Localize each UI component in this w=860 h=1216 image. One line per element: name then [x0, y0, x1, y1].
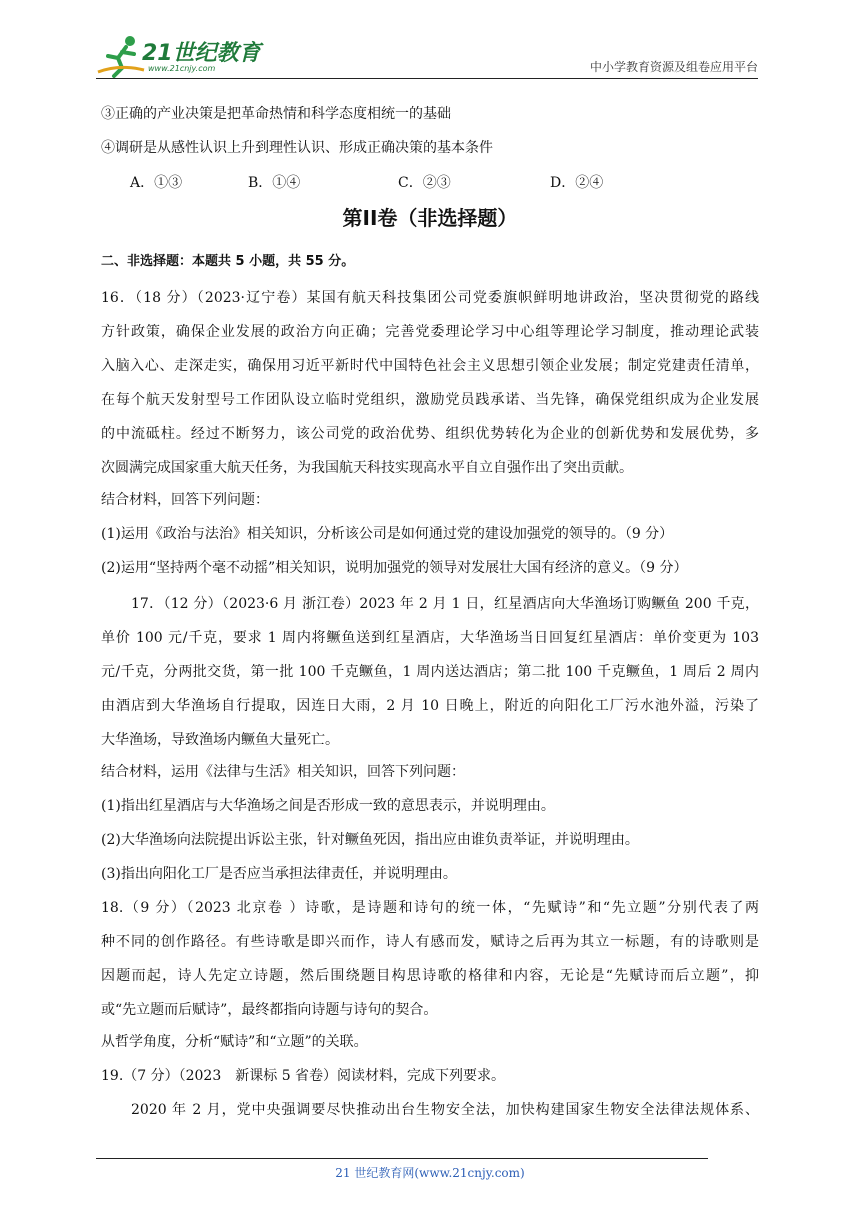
- option-c: C．②③: [398, 175, 451, 191]
- runner-logo-icon: [96, 34, 146, 78]
- q16-line: 次圆满完成国家重大航天任务，为我国航天科技实现高水平自立自强作出了突出贡献。: [101, 460, 633, 476]
- q17-line: 由酒店到大华渔场自行提取，因连日大雨，2 月 10 日晚上，附近的向阳化工厂污水池外溢，污染了: [101, 698, 759, 714]
- q16-line: 方针政策，确保企业发展的政治方向正确；完善党委理论学习中心组等理论学习制度，推动理论武装: [101, 324, 759, 340]
- page-header: [96, 28, 758, 78]
- q17-sub1: (1)指出红星酒店与大华渔场之间是否形成一致的意思表示，并说明理由。: [101, 798, 555, 814]
- header-divider: [96, 78, 758, 79]
- q18-line: 18.（9 分）（2023 北京卷 ）诗歌，是诗题和诗句的统一体，“先赋诗”和“先立题”分别代表了两: [101, 900, 759, 916]
- q19-line: 2020 年 2 月，党中央强调要尽快推动出台生物安全法，加快构建国家生物安全法律法规体系、: [131, 1102, 759, 1118]
- q17-line: 元/千克，分两批交货，第一批 100 千克鳜鱼，1 周内送达酒店；第二批 100 千克鳜鱼，1 周后 2 周内: [101, 664, 759, 680]
- q17-line: 17．（12 分）（2023·6 月 浙江卷）2023 年 2 月 1 日，红星酒店向大华渔场订购鳜鱼 200 千克，: [131, 596, 759, 612]
- platform-name: 中小学教育资源及组卷应用平台: [589, 60, 758, 74]
- logo: [96, 34, 266, 78]
- option-a: A．①③: [130, 175, 183, 191]
- q18-line: 或“先立题而后赋诗”，最终都指向诗题与诗句的契合。: [101, 1002, 438, 1018]
- q16-prompt: 结合材料，回答下列问题：: [101, 492, 269, 508]
- q17-sub2: (2)大华渔场向法院提出诉讼主张，针对鳜鱼死因，指出应由谁负责举证，并说明理由。: [101, 832, 639, 848]
- part2-heading: 二、非选择题：本题共 5 小题，共 55 分。: [101, 254, 355, 269]
- q17-prompt: 结合材料，运用《法律与生活》相关知识，回答下列问题：: [101, 764, 465, 780]
- q16-line: 16．（18 分）（2023·辽宁卷）某国有航天科技集团公司党委旗帜鲜明地讲政治，坚决贯彻党的路线: [101, 290, 759, 306]
- q18-line: 种不同的创作路径。有些诗歌是即兴而作，诗人有感而发，赋诗之后再为其立一标题，有的诗歌则是: [101, 934, 759, 950]
- q18-prompt: 从哲学角度，分析“赋诗”和“立题”的关联。: [101, 1034, 368, 1050]
- q17-line: 单价 100 元/千克，要求 1 周内将鳜鱼送到红星酒店，大华渔场当日回复红星酒店：单价变更为 103: [101, 630, 759, 646]
- q19-title: 19.（7 分）（2023 新课标 5 省卷）阅读材料，完成下列要求。: [101, 1068, 506, 1084]
- q17-sub3: (3)指出向阳化工厂是否应当承担法律责任，并说明理由。: [101, 866, 457, 882]
- footer-link[interactable]: 21 世纪教育网(www.21cnjy.com): [335, 1166, 525, 1180]
- q16-line: 入脑入心、走深走实，确保用习近平新时代中国特色社会主义思想引领企业发展；制定党建责任清单，: [101, 358, 759, 374]
- prev-item-4: ④调研是从感性认识上升到理性认识、形成正确决策的基本条件: [101, 140, 493, 156]
- q18-line: 因题而起，诗人先定立诗题，然后围绕题目构思诗歌的格律和内容，无论是“先赋诗而后立题”，抑: [101, 968, 759, 984]
- q16-sub2: (2)运用“坚持两个毫不动摇”相关知识，说明加强党的领导对发展壮大国有经济的意义。（9 分）: [101, 560, 688, 576]
- option-b: B．①④: [248, 175, 301, 191]
- q17-line: 大华渔场，导致渔场内鳜鱼大量死亡。: [101, 732, 339, 748]
- footer-divider: [96, 1158, 708, 1159]
- prev-item-3: ③正确的产业决策是把革命热情和科学态度相统一的基础: [101, 106, 451, 122]
- q16-sub1: (1)运用《政治与法治》相关知识，分析该公司是如何通过党的建设加强党的领导的。（9 分）: [101, 526, 674, 542]
- q16-line: 在每个航天发射型号工作团队设立临时党组织，激励党员践承诺、当先锋，确保党组织成为企业发展: [101, 392, 759, 408]
- logo-url: www.21cnjy.com: [148, 64, 216, 73]
- logo-text: 21世纪教育: [142, 41, 261, 66]
- option-d: D．②④: [550, 175, 604, 191]
- q16-line: 的中流砥柱。经过不断努力，该公司党的政治优势、组织优势转化为企业的创新优势和发展优势，多: [101, 426, 759, 442]
- section-title: 第II卷（非选择题）: [342, 206, 518, 230]
